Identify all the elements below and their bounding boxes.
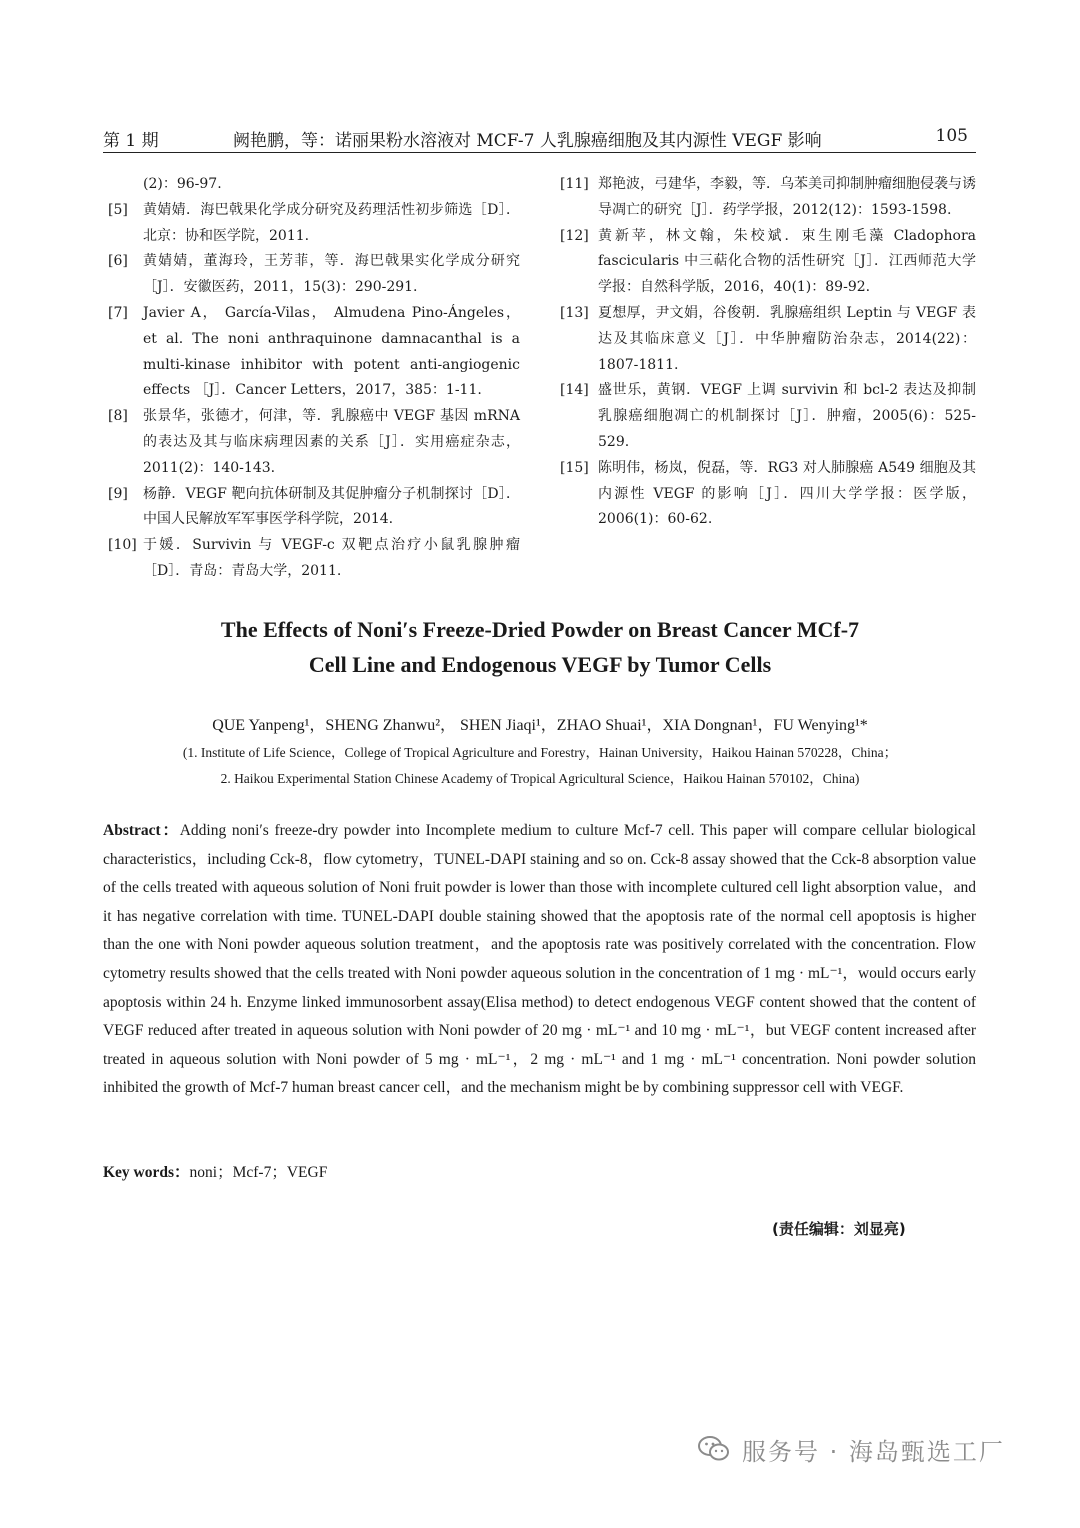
author-list: QUE Yanpeng¹，SHENG Zhanwu²， SHEN Jiaqi¹，ZHAO Shuai¹，XIA Dongnan¹，FU Wenying¹*	[212, 717, 868, 734]
paper-title-line-2: Cell Line and Endogenous VEGF by Tumor Cells	[308, 652, 772, 677]
paper-title-line-1: The Effects of Noni′s Freeze-Dried Powder on Breast Cancer MCf-7	[220, 617, 860, 642]
reference-text: (2)：96-97.	[143, 176, 222, 192]
issue-number: 第 1 期	[103, 131, 159, 151]
running-title: 阙艳鹏，等：诺丽果粉水溶液对 MCF-7 人乳腺癌细胞及其内源性 VEGF 影响	[233, 131, 822, 151]
reference-number: [10]	[108, 537, 137, 554]
abstract	[103, 817, 976, 1103]
reference-text: 于媛．Survivin 与 VEGF-c 双靶点治疗小鼠乳腺肿瘤［D］．青岛：青岛大学，2011.	[143, 537, 520, 579]
reference-item	[108, 301, 520, 404]
reference-item	[108, 172, 520, 198]
keywords-label: Key words：	[103, 1164, 190, 1181]
responsible-editor: (责任编辑：刘显亮)	[772, 1220, 906, 1238]
reference-number: [7]	[108, 304, 128, 321]
abstract-label: Abstract：	[103, 822, 180, 839]
reference-text: 黄婧婧．海巴戟果化学成分研究及药理活性初步筛选［D］．北京：协和医学院，2011.	[143, 201, 520, 244]
reference-item	[108, 482, 520, 534]
reference-number: [9]	[108, 485, 128, 502]
abstract-text: Adding noni′s freeze-dry powder into Incomplete medium to culture Mcf-7 cell. This paper will compare cellular biological characteristics，including Cck-8，flow cytometry，TUNEL-DAPI staining and so on. Cck-8 assay showed that the Cck-8 absorption value of the cells treated with aqueous solution of Noni fruit powder is lower than those with incomplete cultured cell light absorption value，and it has negative correlation with time. TUNEL-DAPI double staining showed that the apoptosis rate of the normal cell apoptosis is higher than the one with Noni powder aqueous solution treatment，and the apoptosis rate was positively correlated with the concentration. Flow cytometry results showed that the cells treated with Noni powder aqueous solution in the concentration of 1 mg · mL⁻¹，would occurs early apoptosis within 24 h. Enzyme linked immunosorbent assay(Elisa method) to detect endogenous VEGF content showed that the content of VEGF reduced after treated in aqueous solution with Noni powder of 20 mg · mL⁻¹ and 10 mg · mL⁻¹，but VEGF content increased after treated in aqueous solution with Noni powder of 5 mg · mL⁻¹，2 mg · mL⁻¹ and 1 mg · mL⁻¹ concentration. Noni powder solution inhibited the growth of Mcf-7 human breast cancer cell，and the mechanism might be by combining suppressor cell with VEGF.	[103, 822, 976, 1097]
watermark-text: 服务号 · 海岛甄选工厂	[742, 1437, 1005, 1466]
affiliation-1: (1. Institute of Life Science，College of Tropical Agriculture and Forestry，Hainan University，Haikou Hainan 570228，China；	[182, 745, 898, 760]
reference-item	[108, 404, 520, 481]
reference-number: [5]	[108, 201, 128, 218]
watermark	[698, 1431, 1005, 1467]
reference-number: [15]	[560, 459, 589, 476]
references-left-column	[108, 172, 520, 585]
reference-item	[108, 533, 520, 585]
reference-text: 夏想厚，尹文娟，谷俊朝．乳腺癌组织 Leptin 与 VEGF 表达及其临床意义［J］．中华肿瘤防治杂志，2014(22)：1807-1811.	[598, 304, 976, 373]
reference-item	[560, 172, 976, 224]
reference-text: 盛世乐，黄钢．VEGF 上调 survivin 和 bcl-2 表达及抑制乳腺癌细胞凋亡的机制探讨［J］．肿瘤，2005(6)：525-529.	[598, 382, 976, 450]
reference-item	[108, 198, 520, 250]
reference-number: [14]	[560, 382, 589, 399]
reference-number: [6]	[108, 253, 128, 270]
wechat-icon	[698, 1435, 730, 1463]
reference-item	[560, 301, 976, 378]
reference-item	[108, 249, 520, 301]
affiliation-2: 2. Haikou Experimental Station Chinese Academy of Tropical Agricultural Science，Haikou Hainan 570102，China)	[220, 771, 860, 786]
keywords-text: noni；Mcf-7；VEGF	[189, 1164, 328, 1181]
reference-item	[560, 224, 976, 301]
reference-text: 黄婧婧，董海玲，王芳菲，等．海巴戟果实化学成分研究［J］．安徽医药，2011，15(3)：290-291.	[143, 253, 520, 296]
reference-text: 陈明伟，杨岚，倪磊，等．RG3 对人肺腺癌 A549 细胞及其内源性 VEGF 的影响［J］．四川大学学报：医学版，2006(1)：60-62.	[598, 459, 976, 528]
running-header	[103, 122, 976, 153]
reference-number: [8]	[108, 408, 128, 425]
reference-text: 黄新苹，林文翰，朱校斌．束生刚毛藻 Cladophora fascicularis 中三萜化合物的活性研究［J］．江西师范大学学报：自然科学版，2016，40(1)：89-92.	[598, 227, 976, 296]
reference-text: 郑艳波，弓建华，李毅，等．乌苯美司抑制肿瘤细胞侵袭与诱导凋亡的研究［J］．药学学报，2012(12)：1593-1598.	[598, 176, 976, 218]
reference-text: 杨静．VEGF 靶向抗体研制及其促肿瘤分子机制探讨［D］．中国人民解放军军事医学科学院，2014.	[143, 485, 520, 528]
reference-number: [11]	[560, 176, 589, 192]
reference-item	[560, 456, 976, 533]
page-number: 105	[935, 126, 968, 146]
reference-number: [12]	[560, 227, 589, 244]
reference-item	[560, 378, 976, 455]
keywords	[103, 1160, 976, 1182]
reference-number: [13]	[560, 304, 589, 321]
references-right-column	[560, 172, 976, 533]
paper-title	[0, 612, 1080, 682]
reference-text: 张景华，张德才，何津，等．乳腺癌中 VEGF 基因 mRNA 的表达及其与临床病理因素的关系［J］．实用癌症杂志，2011(2)：140-143.	[143, 408, 520, 476]
reference-text: Javier A， García-Vilas， Almudena Pino-Ángeles， et al. The noni anthraquinone damnacanthal is a multi-kinase inhibitor with potent anti-angiogenic effects ［J］．Cancer Letters，2017，385：1-11.	[143, 304, 520, 399]
